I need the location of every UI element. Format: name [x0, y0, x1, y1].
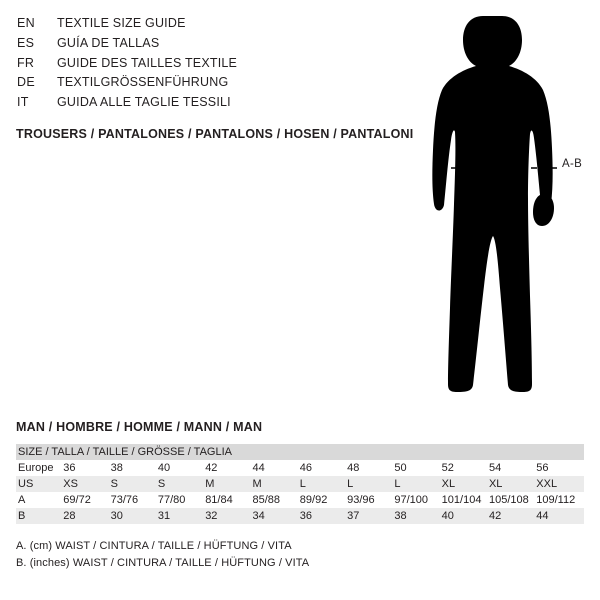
cell: 77/80 [157, 494, 186, 506]
cell: 40 [442, 508, 489, 524]
cell: XS [63, 476, 110, 492]
note-a: A. (cm) WAIST / CINTURA / TAILLE / HÜFTUNG / VITA [16, 540, 292, 552]
cell: XL [489, 476, 536, 492]
cell: 34 [252, 508, 299, 524]
cell: 36 [63, 462, 76, 474]
language-code: EN [17, 16, 35, 30]
cell: 109/112 [536, 494, 576, 506]
cell: 89/92 [299, 494, 328, 506]
garment-type-title: TROUSERS / PANTALONES / PANTALONS / HOSEN / PANTALONI [16, 126, 414, 141]
cell: 42 [489, 508, 536, 524]
cell: 44 [252, 462, 265, 474]
cell: M [205, 476, 252, 492]
cell: 32 [205, 508, 252, 524]
cell: XXL [536, 476, 584, 492]
cell: 101/104 [441, 494, 482, 506]
cell: 52 [441, 462, 454, 474]
cell: XL [442, 476, 489, 492]
cell: 40 [157, 462, 171, 474]
language-title-list [16, 14, 238, 113]
table-row [16, 508, 584, 524]
cell: 46 [299, 462, 313, 474]
cell: 81/84 [205, 494, 233, 506]
row-label: Europe [18, 462, 54, 474]
language-row [16, 54, 238, 74]
language-title: GUIDE DES TAILLES TEXTILE [57, 55, 238, 70]
cell: 28 [63, 508, 110, 524]
language-title: TEXTILE SIZE GUIDE [57, 16, 186, 30]
male-silhouette-icon [410, 8, 595, 408]
language-row [16, 34, 238, 54]
row-label: B [16, 508, 63, 524]
table-row-header [16, 444, 584, 460]
cell: 38 [394, 508, 441, 524]
cell: 73/76 [110, 494, 139, 506]
table-row [16, 460, 584, 476]
language-title: TEXTILGRÖSSENFÜHRUNG [57, 75, 229, 90]
cell: 97/100 [394, 494, 429, 506]
cell: L [394, 476, 441, 492]
cell: 44 [536, 508, 584, 524]
body-figure [410, 8, 595, 408]
cell: 54 [488, 462, 502, 474]
size-table [16, 444, 584, 524]
cell: 56 [536, 462, 549, 474]
table-row [16, 476, 584, 492]
cell: 31 [158, 508, 205, 524]
language-code: FR [17, 55, 35, 70]
cell: 85/88 [252, 494, 281, 506]
cell: 38 [110, 462, 123, 474]
language-code: DE [17, 75, 35, 90]
cell: L [300, 476, 347, 492]
language-code: ES [17, 35, 35, 50]
language-row [16, 14, 238, 34]
row-label: US [16, 476, 63, 492]
cell: L [347, 476, 394, 492]
cell: S [111, 476, 158, 492]
cell: 105/108 [488, 494, 529, 506]
cell: 30 [111, 508, 158, 524]
measurement-notes [16, 538, 584, 571]
language-row [16, 93, 238, 113]
cell: 37 [347, 508, 394, 524]
size-header-label: SIZE / TALLA / TAILLE / GRÖSSE / TAGLIA [16, 444, 584, 460]
cell: M [252, 476, 299, 492]
language-title: GUIDA ALLE TAGLIE TESSILI [57, 95, 231, 109]
gender-title: MAN / HOMBRE / HOMME / MANN / MAN [16, 420, 263, 434]
size-chart-section [16, 420, 584, 571]
row-label: A [18, 494, 26, 506]
cell: 69/72 [63, 494, 91, 506]
language-row [16, 73, 238, 93]
cell: S [158, 476, 205, 492]
language-title: GUÍA DE TALLAS [57, 35, 160, 50]
language-code: IT [17, 95, 29, 109]
note-b: B. (inches) WAIST / CINTURA / TAILLE / HÜFTUNG / VITA [16, 556, 310, 569]
cell: 50 [394, 462, 407, 474]
cell: 48 [347, 462, 360, 474]
cell: 93/96 [347, 494, 375, 506]
cell: 42 [205, 462, 218, 474]
cell: 36 [300, 508, 347, 524]
table-row [16, 492, 584, 508]
measure-label-ab: A-B [562, 158, 583, 170]
